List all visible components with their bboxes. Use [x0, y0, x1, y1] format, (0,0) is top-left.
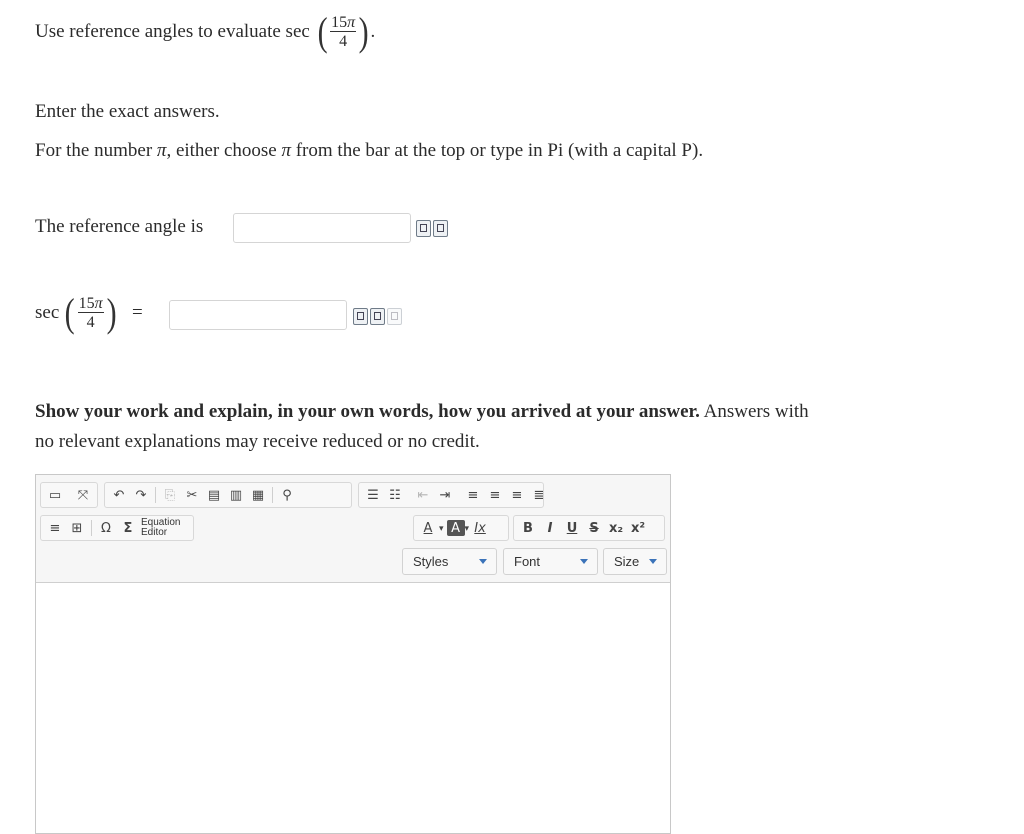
toolbar-group-view [40, 482, 98, 508]
explain-line-2: no relevant explanations may receive reduced or no credit. [35, 431, 480, 452]
sigma-tool-icon[interactable] [370, 308, 385, 325]
instruction-text-a: For the number [35, 140, 153, 161]
equation-editor-button[interactable] [139, 518, 180, 538]
question-prefix: Use reference angles to evaluate sec [35, 21, 310, 42]
equation-label-2: Editor [141, 527, 168, 538]
fraction-pi: π [347, 14, 356, 31]
instruction-pi: π [156, 140, 167, 161]
toolbar-group-clipboard [104, 482, 352, 508]
sigma-tool-icon[interactable] [433, 220, 448, 237]
instruction-line-2 [35, 140, 703, 162]
underline-button[interactable]: U [566, 520, 578, 536]
cut-icon[interactable]: ✂ [186, 487, 198, 503]
question-fraction [330, 15, 356, 49]
question-text [35, 9, 376, 54]
toolbar-group-colors: A ▾ A ▾ Ix [413, 515, 509, 541]
left-paren: ( [317, 9, 328, 54]
font-dropdown[interactable] [503, 548, 598, 575]
instruction-line-1: Enter the exact answers. [35, 101, 220, 122]
instruction-text-b: , either choose [166, 140, 277, 161]
rich-text-editor [35, 474, 671, 834]
styles-label: Styles [413, 554, 449, 569]
sec-pi: π [94, 295, 103, 312]
sigma-icon[interactable]: Σ [123, 520, 133, 536]
bulleted-list-icon[interactable]: ☷ [389, 487, 401, 503]
question-suffix: . [370, 21, 376, 42]
sec-tools [353, 308, 402, 325]
special-char-button[interactable]: Ω [101, 520, 111, 536]
paste-icon[interactable]: ▤ [207, 487, 221, 503]
align-center-icon[interactable]: ≡ [489, 487, 501, 503]
maximize-icon[interactable]: ⤧ [77, 487, 89, 503]
font-label: Font [514, 554, 541, 569]
source-icon[interactable]: ▭ [48, 487, 62, 503]
toolbar-group-paragraph [358, 482, 544, 508]
size-dropdown[interactable] [603, 548, 667, 575]
table-icon[interactable]: ⊞ [71, 520, 83, 536]
fraction-numerator: 15 [331, 14, 348, 31]
explain-rest: Answers with [703, 401, 809, 422]
align-left-icon[interactable]: ≡ [467, 487, 479, 503]
superscript-button[interactable]: x² [630, 520, 646, 536]
sec-function: sec [35, 302, 60, 323]
sec-right-paren: ) [106, 290, 117, 335]
math-editor-icon[interactable] [416, 220, 431, 237]
size-label: Size [614, 554, 640, 569]
undo-icon[interactable]: ↶ [113, 487, 125, 503]
paste-text-icon[interactable]: ▥ [229, 487, 243, 503]
redo-icon[interactable]: ↷ [135, 487, 147, 503]
styles-dropdown[interactable] [402, 548, 497, 575]
fraction-denominator: 4 [339, 33, 348, 50]
toolbar-group-basicstyles [513, 515, 665, 541]
editor-toolbar [36, 475, 670, 583]
horizontal-rule-icon[interactable]: ≡ [49, 520, 61, 536]
chevron-down-icon [479, 559, 487, 564]
text-color-button[interactable]: A [423, 520, 433, 536]
align-right-icon[interactable]: ≡ [511, 487, 523, 503]
bold-button[interactable]: B [523, 520, 533, 536]
instruction-text-c: from the bar at the top or type in Pi (with a capital P). [295, 140, 704, 161]
sec-numerator: 15 [78, 295, 95, 312]
math-editor-icon[interactable] [353, 308, 368, 325]
editor-content-area[interactable] [36, 583, 670, 833]
reference-tools [416, 220, 448, 237]
sec-denominator: 4 [86, 314, 95, 331]
subscript-button[interactable]: x₂ [608, 520, 624, 536]
outdent-icon[interactable]: ⇤ [417, 487, 429, 503]
reference-label: The reference angle is [35, 216, 204, 237]
numbered-list-icon[interactable]: ☰ [367, 487, 379, 503]
chevron-down-icon [649, 559, 657, 564]
strike-button[interactable]: S [589, 520, 599, 536]
equals-sign: = [131, 302, 143, 323]
explain-text [35, 401, 995, 423]
instruction-pi-2: π [281, 140, 291, 161]
find-icon[interactable]: ⚲ [282, 487, 292, 503]
copy-icon[interactable]: ⎘ [164, 487, 176, 503]
remove-format-button[interactable]: Ix [474, 520, 486, 536]
justify-icon[interactable]: ≣ [533, 487, 545, 503]
equation-label-1: Equation [141, 517, 181, 528]
sec-fraction [78, 296, 104, 330]
bg-color-button[interactable]: A [447, 520, 465, 536]
sec-left-paren: ( [64, 290, 75, 335]
sec-value-input[interactable] [169, 300, 347, 330]
paste-word-icon[interactable]: ▦ [251, 487, 265, 503]
indent-icon[interactable]: ⇥ [439, 487, 451, 503]
chevron-down-icon [580, 559, 588, 564]
toolbar-group-insert [40, 515, 194, 541]
italic-button[interactable]: I [547, 520, 553, 536]
help-icon[interactable] [387, 308, 402, 325]
reference-angle-input[interactable] [233, 213, 411, 243]
right-paren: ) [358, 9, 369, 54]
explain-bold: Show your work and explain, in your own words, how you arrived at your answer. [35, 401, 700, 422]
sec-expression [35, 290, 143, 335]
